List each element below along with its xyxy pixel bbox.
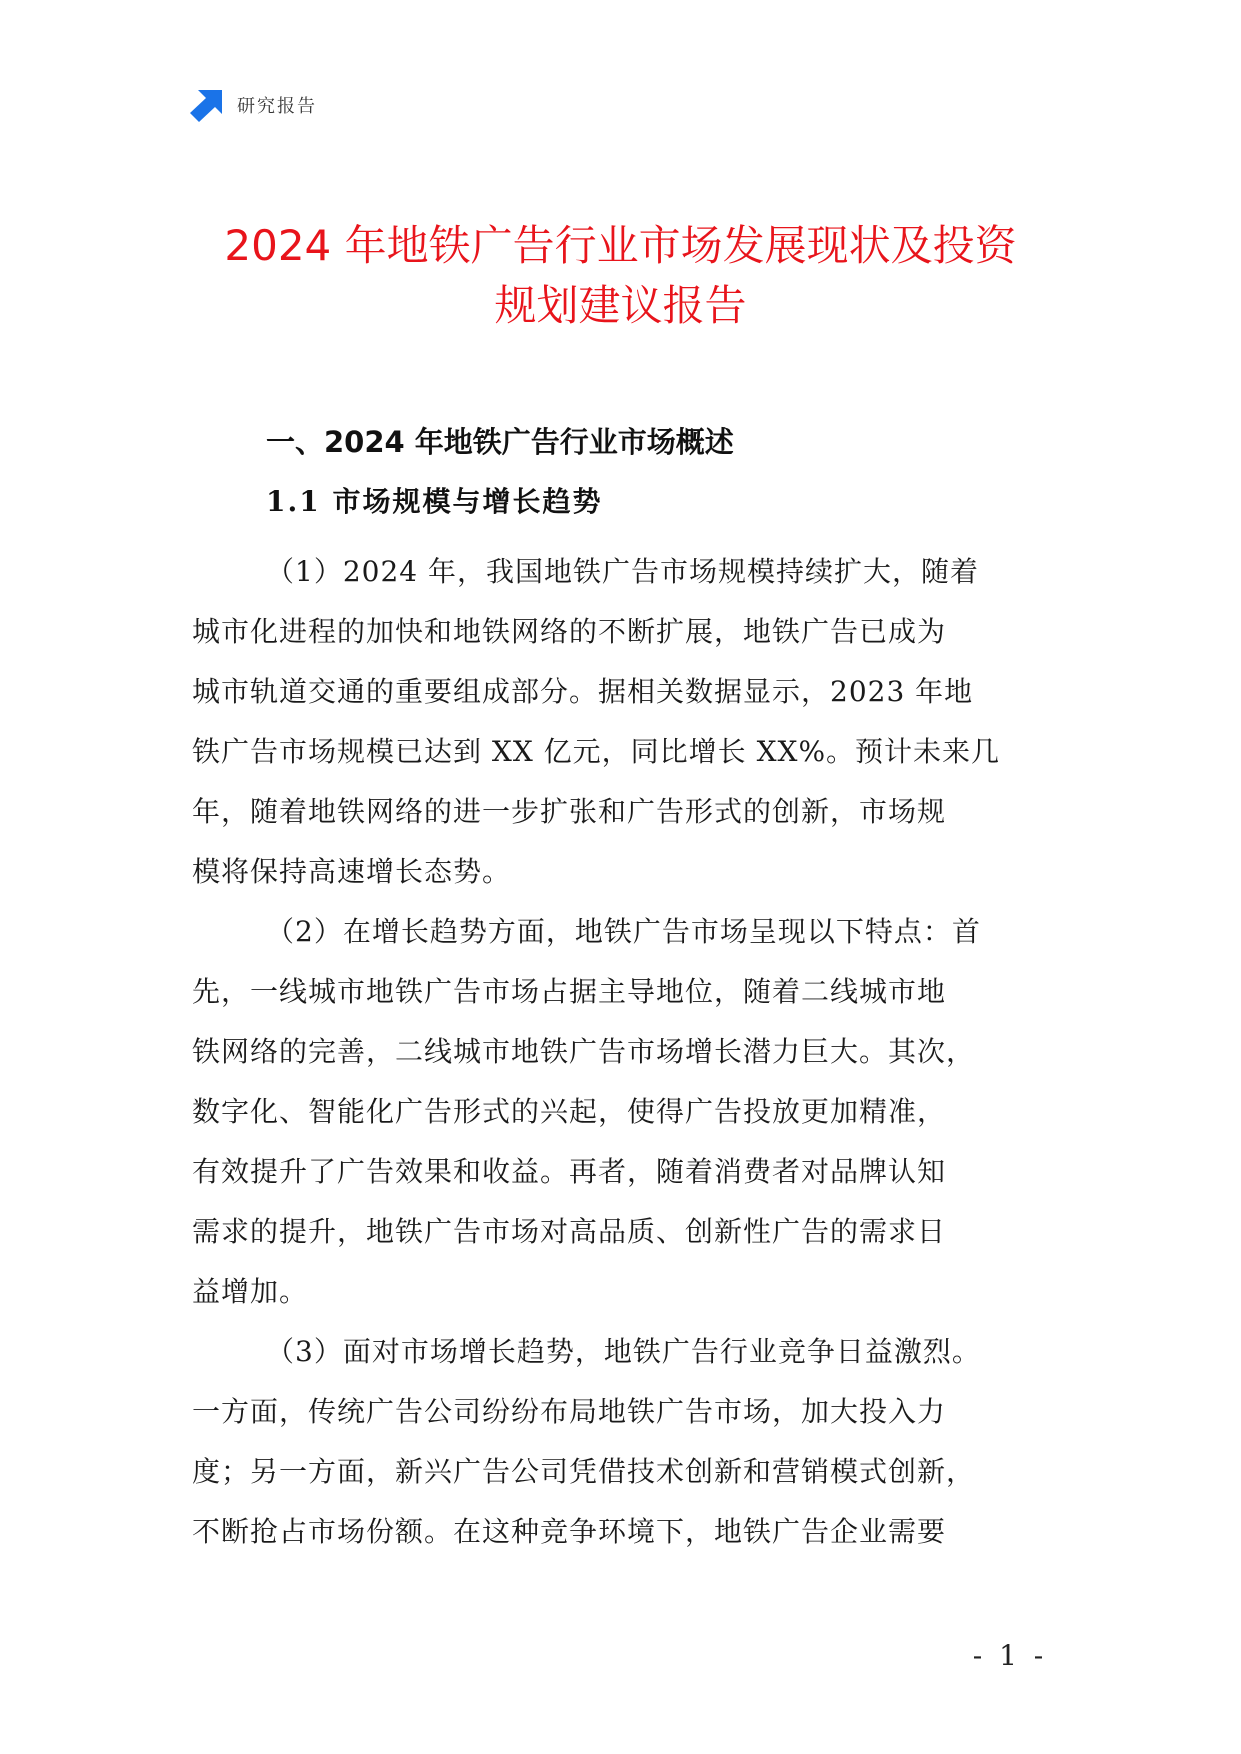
text-line: 需求的提升，地铁广告市场对高品质、创新性广告的需求日 [192, 1215, 947, 1248]
text-line: （1）2024 年，我国地铁广告市场规模持续扩大，随着 [266, 555, 979, 588]
title-line: 规划建议报告 [494, 281, 747, 330]
document-title [150, 216, 1091, 336]
title-line: 2024 年地铁广告行业市场发展现状及投资 [224, 221, 1017, 270]
body-text [192, 542, 1052, 1562]
text-line: （2）在增长趋势方面，地铁广告市场呈现以下特点：首 [266, 915, 981, 948]
text-line: 城市化进程的加快和地铁网络的不断扩展，地铁广告已成为 [192, 615, 947, 648]
text-line: 铁网络的完善，二线城市地铁广告市场增长潜力巨大。其次， [192, 1035, 976, 1068]
text-line: 不断抢占市场份额。在这种竞争环境下，地铁广告企业需要 [192, 1515, 947, 1548]
text-line: 一方面，传统广告公司纷纷布局地铁广告市场，加大投入力 [192, 1395, 947, 1428]
text-line: 铁广告市场规模已达到 XX 亿元，同比增长 XX%。预计未来几 [192, 735, 1001, 768]
text-line: 模将保持高速增长态势。 [192, 855, 512, 888]
paragraph [192, 902, 1052, 1322]
paragraph [192, 542, 1052, 902]
text-line: 益增加。 [192, 1275, 309, 1308]
text-line: 有效提升了广告效果和收益。再者，随着消费者对品牌认知 [192, 1155, 947, 1188]
section-heading: 一、2024 年地铁广告行业市场概述 [266, 425, 734, 459]
subsection-heading: 1.1 市场规模与增长趋势 [266, 485, 603, 518]
header-label: 研究报告 [237, 96, 317, 117]
text-line: 先，一线城市地铁广告市场占据主导地位，随着二线城市地 [192, 975, 947, 1008]
report-header [190, 88, 317, 122]
text-line: （3）面对市场增长趋势，地铁广告行业竞争日益激烈。 [266, 1335, 981, 1368]
text-line: 城市轨道交通的重要组成部分。据相关数据显示，2023 年地 [192, 675, 974, 708]
page-number: - 1 - [972, 1639, 1048, 1672]
text-line: 度；另一方面，新兴广告公司凭借技术创新和营销模式创新， [192, 1455, 976, 1488]
arrow-up-right-icon [190, 88, 224, 122]
text-line: 数字化、智能化广告形式的兴起，使得广告投放更加精准， [192, 1095, 947, 1128]
text-line: 年，随着地铁网络的进一步扩张和广告形式的创新，市场规 [192, 795, 947, 828]
paragraph [192, 1322, 1052, 1562]
